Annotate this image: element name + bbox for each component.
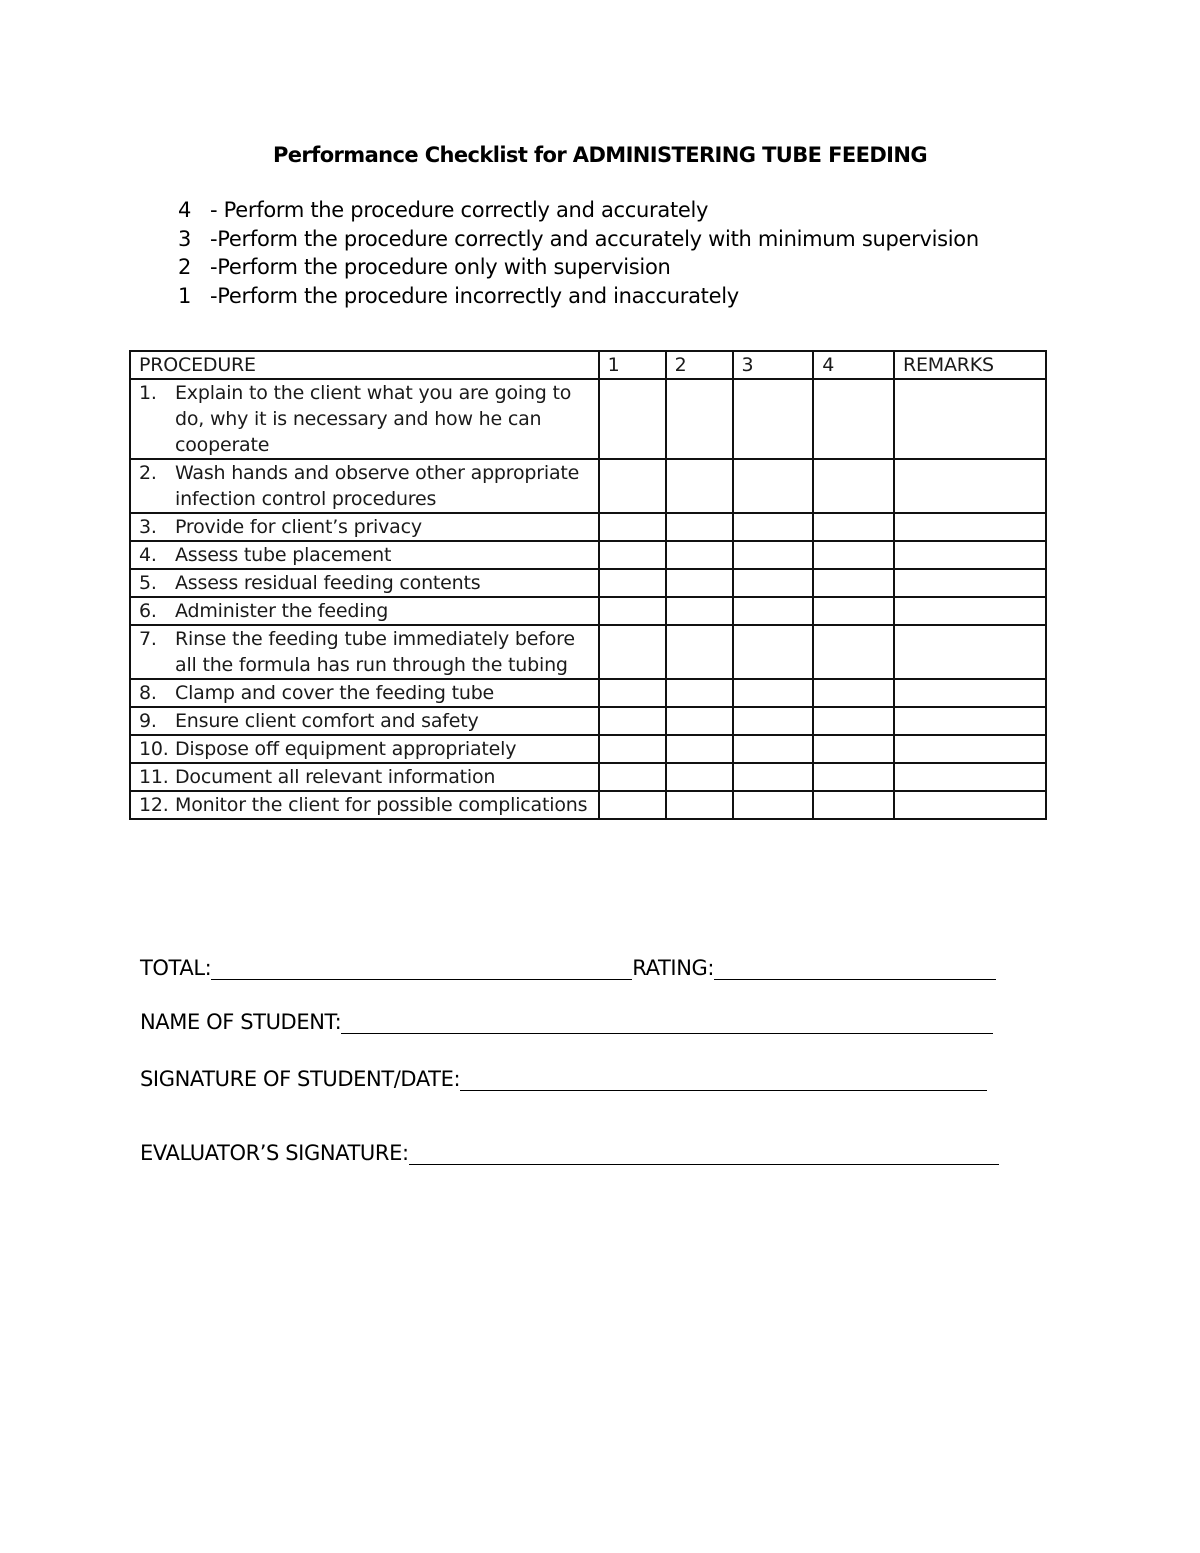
table-row xyxy=(130,707,1046,735)
remarks-cell[interactable] xyxy=(894,541,1046,569)
score-4-cell[interactable] xyxy=(813,459,894,513)
scale-description: -Perform the procedure correctly and accurately with minimum supervision xyxy=(210,226,979,251)
score-1-cell[interactable] xyxy=(599,679,666,707)
student-name-field[interactable] xyxy=(341,1013,993,1034)
step-text: Monitor the client for possible complications xyxy=(175,794,588,816)
step-number: 1. xyxy=(139,382,157,404)
procedure-step xyxy=(139,736,598,762)
score-2-cell[interactable] xyxy=(666,513,733,541)
score-3-cell[interactable] xyxy=(733,735,814,763)
score-1-cell[interactable] xyxy=(599,735,666,763)
student-signature-field[interactable] xyxy=(460,1070,987,1091)
score-2-cell[interactable] xyxy=(666,597,733,625)
student-signature-label: SIGNATURE OF STUDENT/DATE: xyxy=(140,1067,461,1091)
table-row xyxy=(130,735,1046,763)
evaluator-signature-line xyxy=(140,1141,999,1165)
procedure-cell xyxy=(130,679,599,707)
step-text: Dispose off equipment appropriately xyxy=(175,738,517,760)
step-text: Document all relevant information xyxy=(175,766,496,788)
total-field[interactable] xyxy=(211,959,632,980)
procedure-step xyxy=(139,764,598,790)
total-rating-line xyxy=(140,956,996,980)
score-4-cell[interactable] xyxy=(813,735,894,763)
table-row xyxy=(130,625,1046,679)
total-label: TOTAL: xyxy=(140,956,212,980)
score-2-cell[interactable] xyxy=(666,735,733,763)
remarks-cell[interactable] xyxy=(894,513,1046,541)
table-row xyxy=(130,513,1046,541)
score-2-cell[interactable] xyxy=(666,379,733,459)
rating-field[interactable] xyxy=(714,959,996,980)
procedure-step xyxy=(139,380,598,458)
score-1-cell[interactable] xyxy=(599,597,666,625)
score-2-cell[interactable] xyxy=(666,707,733,735)
score-3-cell[interactable] xyxy=(733,597,814,625)
score-2-cell[interactable] xyxy=(666,459,733,513)
score-4-cell[interactable] xyxy=(813,707,894,735)
procedure-cell xyxy=(130,513,599,541)
score-1-cell[interactable] xyxy=(599,569,666,597)
table-row xyxy=(130,791,1046,819)
table-body xyxy=(130,379,1046,819)
procedure-cell xyxy=(130,379,599,459)
scale-item-1 xyxy=(178,282,979,311)
score-3-cell[interactable] xyxy=(733,679,814,707)
header-procedure: PROCEDURE xyxy=(130,351,599,379)
score-2-cell[interactable] xyxy=(666,763,733,791)
header-score-2: 2 xyxy=(666,351,733,379)
score-3-cell[interactable] xyxy=(733,625,814,679)
score-3-cell[interactable] xyxy=(733,763,814,791)
header-score-1: 1 xyxy=(599,351,666,379)
procedure-step xyxy=(139,542,598,568)
score-4-cell[interactable] xyxy=(813,679,894,707)
step-number: 6. xyxy=(139,600,157,622)
remarks-cell[interactable] xyxy=(894,597,1046,625)
step-text: Administer the feeding xyxy=(175,600,389,622)
scale-number: 4 xyxy=(178,198,192,222)
procedure-cell xyxy=(130,597,599,625)
step-number: 4. xyxy=(139,544,157,566)
step-text: Assess residual feeding contents xyxy=(175,572,481,594)
remarks-cell[interactable] xyxy=(894,707,1046,735)
score-1-cell[interactable] xyxy=(599,791,666,819)
score-4-cell[interactable] xyxy=(813,541,894,569)
score-3-cell[interactable] xyxy=(733,379,814,459)
score-4-cell[interactable] xyxy=(813,569,894,597)
table-row xyxy=(130,763,1046,791)
procedure-step xyxy=(139,598,598,624)
remarks-cell[interactable] xyxy=(894,735,1046,763)
procedure-cell xyxy=(130,707,599,735)
procedure-step xyxy=(139,792,598,818)
procedure-cell xyxy=(130,791,599,819)
student-name-label: NAME OF STUDENT: xyxy=(140,1010,342,1034)
procedure-cell xyxy=(130,625,599,679)
step-text: Provide for client’s privacy xyxy=(175,516,422,538)
remarks-cell[interactable] xyxy=(894,763,1046,791)
score-3-cell[interactable] xyxy=(733,513,814,541)
student-name-line xyxy=(140,1010,993,1034)
procedure-step xyxy=(139,708,598,734)
score-4-cell[interactable] xyxy=(813,379,894,459)
score-1-cell[interactable] xyxy=(599,625,666,679)
scale-description: -Perform the procedure incorrectly and inaccurately xyxy=(210,283,739,308)
step-number: 7. xyxy=(139,628,157,650)
procedure-step xyxy=(139,570,598,596)
table-row xyxy=(130,541,1046,569)
scale-number: 2 xyxy=(178,255,192,279)
table-row xyxy=(130,379,1046,459)
score-3-cell[interactable] xyxy=(733,791,814,819)
page-title: Performance Checklist for ADMINISTERING TUBE FEEDING xyxy=(272,143,928,167)
step-text: Ensure client comfort and safety xyxy=(175,710,479,732)
procedure-cell xyxy=(130,569,599,597)
score-2-cell[interactable] xyxy=(666,791,733,819)
score-2-cell[interactable] xyxy=(666,541,733,569)
step-number: 5. xyxy=(139,572,157,594)
rating-scale-legend xyxy=(178,196,979,310)
score-1-cell[interactable] xyxy=(599,707,666,735)
step-number: 3. xyxy=(139,516,157,538)
procedure-step xyxy=(139,460,598,512)
remarks-cell[interactable] xyxy=(894,625,1046,679)
remarks-cell[interactable] xyxy=(894,791,1046,819)
procedure-cell xyxy=(130,763,599,791)
score-3-cell[interactable] xyxy=(733,569,814,597)
rating-label: RATING: xyxy=(632,956,715,980)
score-4-cell[interactable] xyxy=(813,763,894,791)
scale-description: -Perform the procedure only with supervision xyxy=(210,255,671,279)
score-2-cell[interactable] xyxy=(666,679,733,707)
scale-item-2 xyxy=(178,253,979,282)
procedure-step xyxy=(139,680,598,706)
step-number: 8. xyxy=(139,682,157,704)
table-row xyxy=(130,597,1046,625)
remarks-cell[interactable] xyxy=(894,459,1046,513)
step-text: Wash hands and observe other appropriate infection control procedures xyxy=(175,462,580,510)
remarks-cell[interactable] xyxy=(894,679,1046,707)
scale-item-4 xyxy=(178,196,979,225)
table-row xyxy=(130,459,1046,513)
scale-number: 1 xyxy=(178,283,192,308)
score-4-cell[interactable] xyxy=(813,791,894,819)
procedure-cell xyxy=(130,459,599,513)
evaluator-signature-field[interactable] xyxy=(409,1144,999,1165)
step-number: 11. xyxy=(139,766,169,788)
evaluator-signature-label: EVALUATOR’S SIGNATURE: xyxy=(140,1141,409,1165)
score-1-cell[interactable] xyxy=(599,513,666,541)
step-text: Explain to the client what you are going to do, why it is necessary and how he can cooperate xyxy=(175,382,572,456)
score-3-cell[interactable] xyxy=(733,459,814,513)
step-number: 12. xyxy=(139,794,169,816)
table-row xyxy=(130,569,1046,597)
header-score-4: 4 xyxy=(813,351,894,379)
step-text: Rinse the feeding tube immediately before all the formula has run through the tubing xyxy=(175,628,575,676)
step-text: Assess tube placement xyxy=(175,544,392,566)
procedure-checklist-table xyxy=(129,350,1047,820)
scale-description: - Perform the procedure correctly and accurately xyxy=(210,198,709,222)
step-number: 9. xyxy=(139,710,157,732)
step-number: 2. xyxy=(139,462,157,484)
step-text: Clamp and cover the feeding tube xyxy=(175,682,495,704)
score-1-cell[interactable] xyxy=(599,763,666,791)
remarks-cell[interactable] xyxy=(894,379,1046,459)
score-1-cell[interactable] xyxy=(599,459,666,513)
score-2-cell[interactable] xyxy=(666,569,733,597)
table-row xyxy=(130,679,1046,707)
score-1-cell[interactable] xyxy=(599,541,666,569)
scale-item-3 xyxy=(178,225,979,254)
score-4-cell[interactable] xyxy=(813,513,894,541)
procedure-cell xyxy=(130,541,599,569)
step-number: 10. xyxy=(139,738,169,760)
student-signature-line xyxy=(140,1067,987,1091)
score-3-cell[interactable] xyxy=(733,707,814,735)
scale-number: 3 xyxy=(178,226,192,251)
score-3-cell[interactable] xyxy=(733,541,814,569)
header-score-3: 3 xyxy=(733,351,814,379)
score-2-cell[interactable] xyxy=(666,625,733,679)
procedure-cell xyxy=(130,735,599,763)
remarks-cell[interactable] xyxy=(894,569,1046,597)
procedure-step xyxy=(139,626,598,678)
header-remarks: REMARKS xyxy=(894,351,1046,379)
procedure-step xyxy=(139,514,598,540)
score-4-cell[interactable] xyxy=(813,625,894,679)
score-1-cell[interactable] xyxy=(599,379,666,459)
score-4-cell[interactable] xyxy=(813,597,894,625)
table-header-row xyxy=(130,351,1046,379)
